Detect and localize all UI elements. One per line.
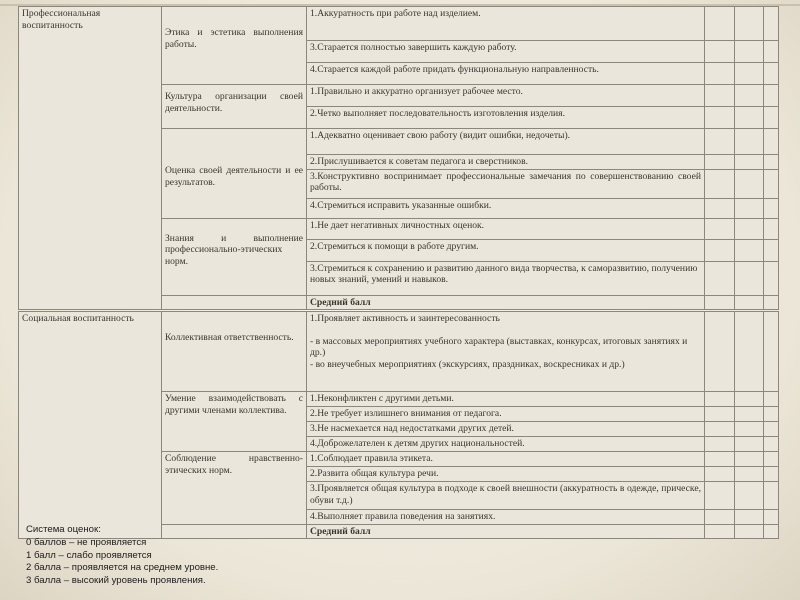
criterion-text: 1.Проявляет активность и заинтересованность bbox=[310, 313, 500, 324]
criterion-text: 4.Старается каждой работе придать функциональную направленность. bbox=[310, 64, 599, 75]
criterion-cell bbox=[307, 422, 705, 437]
line-gap bbox=[310, 325, 701, 336]
score-cell bbox=[705, 437, 735, 452]
criterion-cell bbox=[307, 510, 705, 525]
score-cell bbox=[764, 452, 779, 467]
subcategory-label: Умение взаимодействовать с другими членами коллектива. bbox=[165, 393, 303, 416]
subcategory-cell bbox=[162, 452, 307, 525]
score-cell bbox=[705, 407, 735, 422]
score-cell bbox=[705, 482, 735, 510]
criterion-cell bbox=[307, 7, 705, 41]
criterion-text: 2.Прислушивается к советам педагога и сверстников. bbox=[310, 156, 529, 167]
score-cell bbox=[735, 7, 764, 41]
score-cell bbox=[705, 312, 735, 392]
criterion-text: 4.Выполняет правила поведения на занятиях. bbox=[310, 511, 496, 522]
score-cell bbox=[705, 85, 735, 107]
score-cell bbox=[705, 295, 735, 310]
subcategory-label: Соблюдение нравственно-этических норм. bbox=[165, 453, 303, 476]
criterion-cell bbox=[307, 467, 705, 482]
score-cell bbox=[764, 510, 779, 525]
score-cell bbox=[764, 107, 779, 129]
criterion-cell bbox=[307, 239, 705, 261]
score-cell bbox=[735, 63, 764, 85]
scoring-line: 2 балла – проявляется на среднем уровне. bbox=[26, 562, 219, 574]
score-cell bbox=[735, 407, 764, 422]
criterion-text: 3.Не насмехается над недостатками других детей. bbox=[310, 423, 514, 434]
criterion-cell bbox=[307, 63, 705, 85]
spacer-cell bbox=[162, 295, 307, 310]
category-cell bbox=[19, 7, 162, 310]
criterion-text: 4.Доброжелателен к детям других национальностей. bbox=[310, 438, 525, 449]
score-cell bbox=[764, 155, 779, 170]
scoring-legend bbox=[26, 524, 226, 588]
score-cell bbox=[735, 261, 764, 295]
score-cell bbox=[735, 482, 764, 510]
score-cell bbox=[735, 218, 764, 239]
score-cell bbox=[735, 467, 764, 482]
score-cell bbox=[705, 198, 735, 218]
score-cell bbox=[764, 63, 779, 85]
subcategory-cell bbox=[162, 392, 307, 452]
category-label: Социальная воспитанность bbox=[22, 313, 134, 324]
score-cell bbox=[764, 218, 779, 239]
category-label: Профессиональная воспитанность bbox=[22, 8, 101, 31]
criterion-text: 1.Адекватно оценивает свою работу (видит ошибки, недочеты). bbox=[310, 130, 571, 141]
score-cell bbox=[735, 85, 764, 107]
average-score-cell bbox=[307, 524, 705, 539]
score-cell bbox=[735, 392, 764, 407]
criterion-cell bbox=[307, 261, 705, 295]
criterion-cell bbox=[307, 85, 705, 107]
score-cell bbox=[764, 261, 779, 295]
score-cell bbox=[735, 239, 764, 261]
score-cell bbox=[764, 41, 779, 63]
criterion-cell bbox=[307, 129, 705, 155]
criterion-cell bbox=[307, 312, 705, 392]
score-cell bbox=[705, 422, 735, 437]
criterion-cell bbox=[307, 452, 705, 467]
score-cell bbox=[764, 312, 779, 392]
criterion-cell bbox=[307, 41, 705, 63]
score-cell bbox=[735, 452, 764, 467]
score-cell bbox=[705, 63, 735, 85]
score-cell bbox=[764, 169, 779, 198]
score-cell bbox=[764, 482, 779, 510]
criterion-text: 1.Не дает негативных личностных оценок. bbox=[310, 219, 485, 231]
score-cell bbox=[735, 129, 764, 155]
criterion-cell bbox=[307, 407, 705, 422]
criterion-cell bbox=[307, 437, 705, 452]
score-cell bbox=[705, 169, 735, 198]
criterion-text: 3.Конструктивно воспринимает профессиональные замечания по совершенствованию своей работы. bbox=[310, 170, 701, 193]
score-cell bbox=[705, 467, 735, 482]
score-cell bbox=[705, 510, 735, 525]
scoring-line: 3 балла – высокий уровень проявления. bbox=[26, 575, 206, 587]
criterion-cell bbox=[307, 107, 705, 129]
average-score-cell bbox=[307, 295, 705, 310]
score-cell bbox=[705, 41, 735, 63]
score-cell bbox=[764, 295, 779, 310]
criterion-text: 1.Неконфликтен с другими детьми. bbox=[310, 393, 454, 404]
criterion-cell bbox=[307, 169, 705, 198]
criterion-cell bbox=[307, 392, 705, 407]
score-cell bbox=[735, 41, 764, 63]
score-cell bbox=[735, 295, 764, 310]
score-cell bbox=[764, 422, 779, 437]
subcategory-cell bbox=[162, 85, 307, 129]
subcategory-label: Культура организации своей деятельности. bbox=[165, 91, 303, 114]
score-cell bbox=[705, 155, 735, 170]
score-cell bbox=[764, 7, 779, 41]
criterion-text: 2.Развита общая культура речи. bbox=[310, 468, 439, 479]
score-cell bbox=[705, 218, 735, 239]
score-cell bbox=[764, 239, 779, 261]
criterion-text: 3.Проявляется общая культура в подходе к своей внешности (аккуратность в одежде, прическе, обуви т.д.) bbox=[310, 483, 701, 506]
score-cell bbox=[764, 85, 779, 107]
score-cell bbox=[735, 510, 764, 525]
criterion-text: 1.Аккуратность при работе над изделием. bbox=[310, 8, 481, 19]
score-cell bbox=[735, 155, 764, 170]
criterion-subitem: - во внеучебных мероприятиях (экскурсиях, праздниках, воскресниках и др.) bbox=[310, 358, 625, 370]
score-cell bbox=[705, 452, 735, 467]
score-cell bbox=[764, 524, 779, 539]
score-cell bbox=[764, 129, 779, 155]
criterion-text: 4.Стремиться исправить указанные ошибки. bbox=[310, 199, 492, 211]
professional-upbringing-table bbox=[18, 6, 779, 310]
score-cell bbox=[735, 107, 764, 129]
score-cell bbox=[764, 198, 779, 218]
criterion-text: 3.Старается полностью завершить каждую работу. bbox=[310, 42, 517, 53]
average-score-label: Средний балл bbox=[310, 525, 371, 537]
score-cell bbox=[705, 261, 735, 295]
average-score-label: Средний балл bbox=[310, 296, 371, 308]
criterion-cell bbox=[307, 155, 705, 170]
score-cell bbox=[705, 239, 735, 261]
score-cell bbox=[764, 437, 779, 452]
criterion-cell bbox=[307, 198, 705, 218]
scoring-line: 0 баллов – не проявляется bbox=[26, 536, 147, 548]
criterion-text: 2.Не требует излишнего внимания от педагога. bbox=[310, 408, 502, 419]
subcategory-cell bbox=[162, 312, 307, 392]
criterion-text: 2.Четко выполняет последовательность изготовления изделия. bbox=[310, 108, 565, 119]
score-cell bbox=[735, 524, 764, 539]
score-cell bbox=[735, 312, 764, 392]
subcategory-cell bbox=[162, 218, 307, 295]
score-cell bbox=[764, 407, 779, 422]
score-cell bbox=[735, 169, 764, 198]
criterion-cell bbox=[307, 482, 705, 510]
score-cell bbox=[705, 129, 735, 155]
criterion-text: 1.Правильно и аккуратно организует рабочее место. bbox=[310, 86, 523, 97]
score-cell bbox=[705, 107, 735, 129]
subcategory-label: Этика и эстетика выполнения работы. bbox=[165, 27, 303, 50]
scoring-line: 1 балл – слабо проявляется bbox=[26, 549, 152, 561]
subcategory-label: Коллективная ответственность. bbox=[165, 332, 294, 343]
score-cell bbox=[735, 422, 764, 437]
score-cell bbox=[764, 392, 779, 407]
subcategory-cell bbox=[162, 129, 307, 219]
criterion-cell bbox=[307, 218, 705, 239]
score-cell bbox=[764, 467, 779, 482]
criterion-text: 3.Стремиться к сохранению и развитию данного вида творчества, к саморазвитию, получению новых знаний, умений и навыков. bbox=[310, 262, 698, 285]
criterion-text: 1.Соблюдает правила этикета. bbox=[310, 453, 433, 464]
score-cell bbox=[705, 524, 735, 539]
score-cell bbox=[705, 7, 735, 41]
criterion-text: 2.Стремиться к помощи в работе другим. bbox=[310, 240, 479, 252]
score-cell bbox=[735, 198, 764, 218]
subcategory-label: Оценка своей деятельности и ее результатов. bbox=[165, 165, 303, 188]
score-cell bbox=[735, 437, 764, 452]
social-upbringing-table bbox=[18, 311, 779, 539]
scoring-title: Система оценок: bbox=[26, 524, 101, 535]
criterion-subitem: - в массовых мероприятиях учебного характера (выставках, конкурсах, итоговых занятиях и др.) bbox=[310, 335, 688, 358]
subcategory-label: Знания и выполнение профессионально-этических норм. bbox=[165, 232, 303, 267]
score-cell bbox=[705, 392, 735, 407]
category-cell bbox=[19, 312, 162, 539]
subcategory-cell bbox=[162, 7, 307, 85]
